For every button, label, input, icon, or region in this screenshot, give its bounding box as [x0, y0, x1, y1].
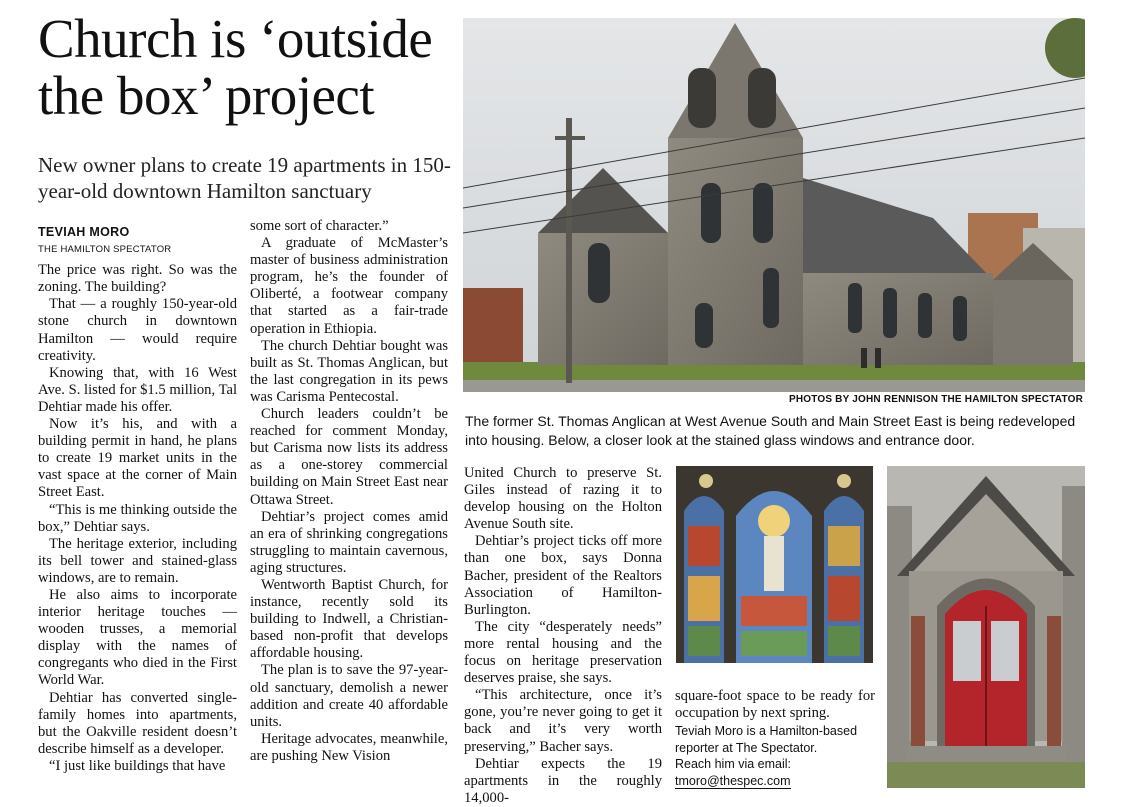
paragraph: That — a roughly 150-year-old stone church in downtown Hamilton — would require creativity.	[38, 296, 237, 364]
paragraph: some sort of character.”	[250, 218, 389, 234]
paragraph: Dehtiar’s project comes amid an era of shrinking congregations struggling to maintain cavernous, aging structures.	[250, 508, 448, 576]
paragraph: A graduate of McMaster’s master of business administration program, he’s the founder of Oliberté, a footwear company that started as a fair-trade operation in Ethiopia.	[250, 235, 448, 337]
paragraph: Knowing that, with 16 West Ave. S. listed for $1.5 million, Tal Dehtiar made his offer.	[38, 364, 237, 415]
paragraph: The plan is to save the 97-year-old sanctuary, demolish a newer addition and create 40 affordable units.	[250, 662, 448, 730]
paragraph: “This architecture, once it’s gone, you’re never going to get it back and it’s very worth preserving,” Bacher says.	[464, 687, 662, 755]
paragraph: Dehtiar’s project ticks off more than one box, says Donna Bacher, president of the Realtors Association of Hamilton-Burlington.	[464, 533, 662, 618]
author-bio	[675, 723, 875, 789]
entrance-door-photo	[887, 466, 1085, 788]
paragraph: Wentworth Baptist Church, for instance, recently sold its building to Indwell, a Christian-based non-profit that develops affordable housing.	[250, 576, 448, 662]
paragraph: The price was right. So was the zoning. The building?	[38, 262, 237, 296]
article-column-1	[38, 224, 237, 775]
paragraph: Now it’s his, and with a building permit in hand, he plans to create 19 market units in the vast space at the corner of Main Street East.	[38, 416, 237, 501]
headline: Church is ‘outside the box’ project	[38, 8, 433, 126]
paragraph: square-foot space to be ready for occupation by next spring.	[675, 688, 875, 722]
paragraph: United Church to preserve St. Giles instead of razing it to develop housing on the Holton Avenue South site.	[464, 465, 662, 533]
church-exterior-photo	[463, 18, 1085, 392]
paragraph: Heritage advocates, meanwhile, are pushing New Vision	[250, 730, 448, 764]
paragraph: “I just like buildings that have	[49, 757, 226, 774]
author-bio-line: Teviah Moro is a Hamilton-based reporter at The Spectator.	[675, 724, 858, 755]
article-column-4	[675, 688, 875, 789]
byline-organization: THE HAMILTON SPECTATOR	[38, 244, 172, 256]
paragraph: The church Dehtiar bought was built as St. Thomas Anglican, but the last congregation in its pews was Carisma Pentecostal.	[250, 337, 448, 405]
paragraph: He also aims to incorporate interior heritage touches — wooden trusses, a memorial display with the names of congregants who died in the First World War.	[38, 586, 237, 689]
paragraph: The heritage exterior, including its bell tower and stained-glass windows, are to remain.	[38, 535, 237, 586]
author-bio-line: Reach him via email:	[675, 757, 792, 772]
stained-glass-photo	[676, 466, 873, 663]
photo-credit: PHOTOS BY JOHN RENNISON THE HAMILTON SPECTATOR	[788, 394, 1083, 405]
byline-name: TEVIAH MORO	[38, 225, 130, 239]
author-email-link[interactable]: tmoro@thespec.com	[675, 773, 791, 788]
article-column-2	[250, 218, 448, 765]
deck-subheadline: New owner plans to create 19 apartments in 150-year-old downtown Hamilton sanctuary	[38, 153, 451, 203]
paragraph: “This is me thinking outside the box,” Dehtiar says.	[38, 501, 237, 535]
paragraph: Church leaders couldn’t be reached for comment Monday, but Carisma now lists its address as a one-storey commercial building on Main Street East near Ottawa Street.	[250, 406, 448, 508]
paragraph: Dehtiar expects the 19 apartments in the roughly 14,000-	[464, 755, 662, 806]
photo-caption: The former St. Thomas Anglican at West Avenue South and Main Street East is being redeveloped into housing. Below, a closer look at the stained glass windows and entrance door.	[465, 413, 1076, 448]
paragraph: The city “desperately needs” more rental housing and the focus on heritage preservation deserves praise, she says.	[464, 618, 662, 687]
paragraph: Dehtiar has converted single-family homes into apartments, but the Oakville resident doesn’t describe himself as a developer.	[38, 689, 237, 757]
article-column-3	[464, 465, 662, 807]
